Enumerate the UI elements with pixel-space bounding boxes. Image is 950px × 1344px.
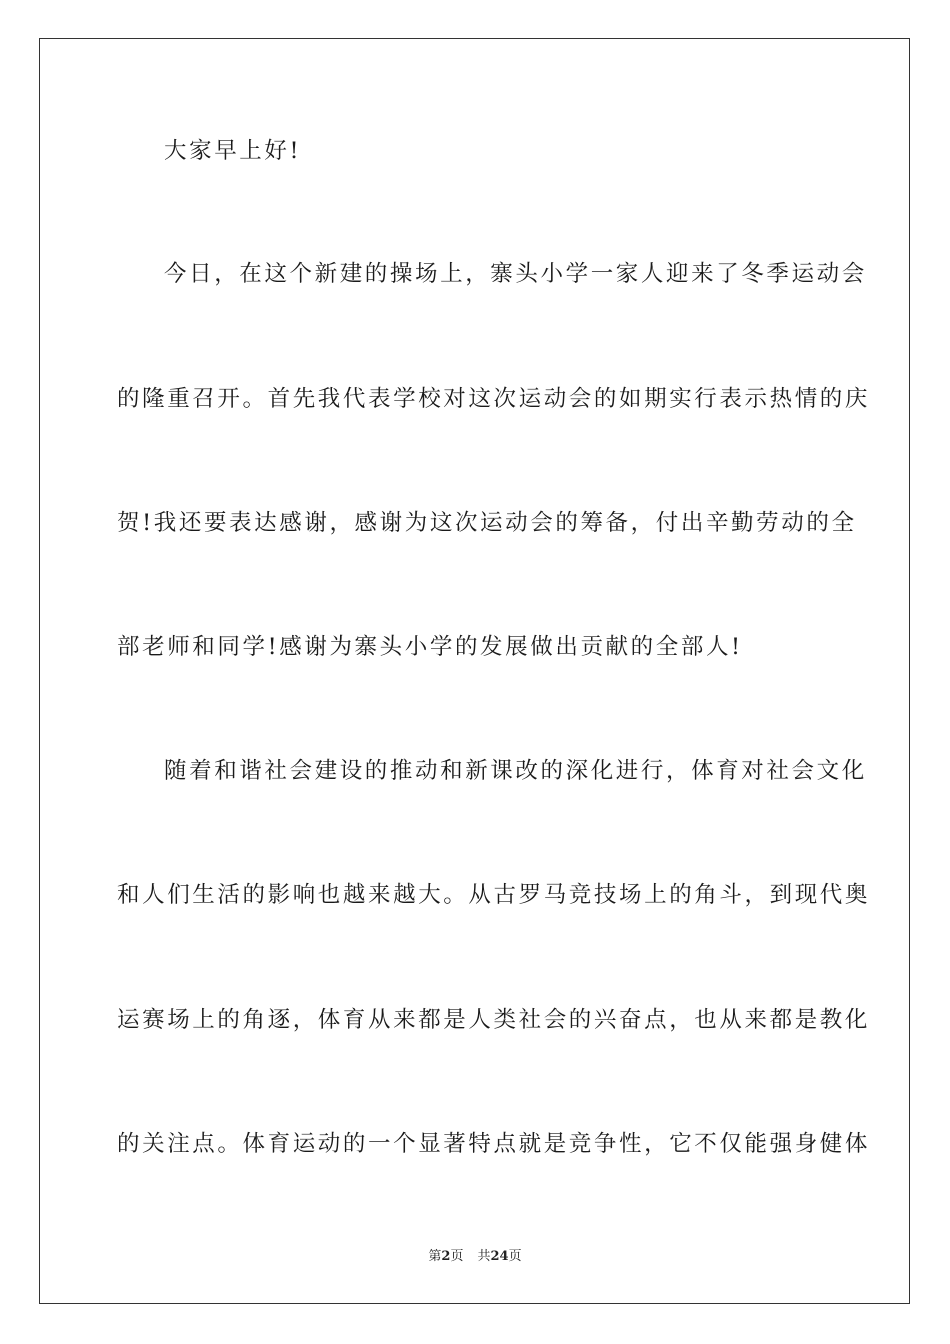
greeting-line: 大家早上好! <box>164 138 302 164</box>
page-footer <box>0 1248 950 1266</box>
paragraph-2-line-1: 随着和谐社会建设的推动和新课改的深化进行，体育对社会文化 <box>164 758 867 784</box>
page-frame <box>39 38 910 1304</box>
footer-page-number: 2 <box>441 1249 451 1264</box>
paragraph-1-line-1: 今日，在这个新建的操场上，寨头小学一家人迎来了冬季运动会 <box>164 261 867 287</box>
paragraph-1-line-4: 部老师和同学!感谢为寨头小学的发展做出贡献的全部人! <box>117 634 743 660</box>
footer-total-number: 24 <box>490 1249 509 1264</box>
paragraph-1-line-2: 的隆重召开。首先我代表学校对这次运动会的如期实行表示热情的庆 <box>117 386 871 412</box>
paragraph-2-line-3: 运赛场上的角逐，体育从来都是人类社会的兴奋点，也从来都是教化 <box>117 1007 871 1033</box>
paragraph-2-line-2: 和人们生活的影响也越来越大。从古罗马竞技场上的角斗，到现代奥 <box>117 882 871 908</box>
footer-total-prefix: 共 <box>477 1249 491 1264</box>
footer-total-suffix: 页 <box>508 1249 522 1264</box>
footer-page-prefix: 第 <box>428 1249 442 1264</box>
paragraph-2-line-4: 的关注点。体育运动的一个显著特点就是竞争性，它不仅能强身健体 <box>117 1131 871 1157</box>
paragraph-1-line-3: 贺!我还要表达感谢，感谢为这次运动会的筹备，付出辛勤劳动的全 <box>117 510 857 536</box>
footer-page-suffix: 页 <box>450 1249 464 1264</box>
